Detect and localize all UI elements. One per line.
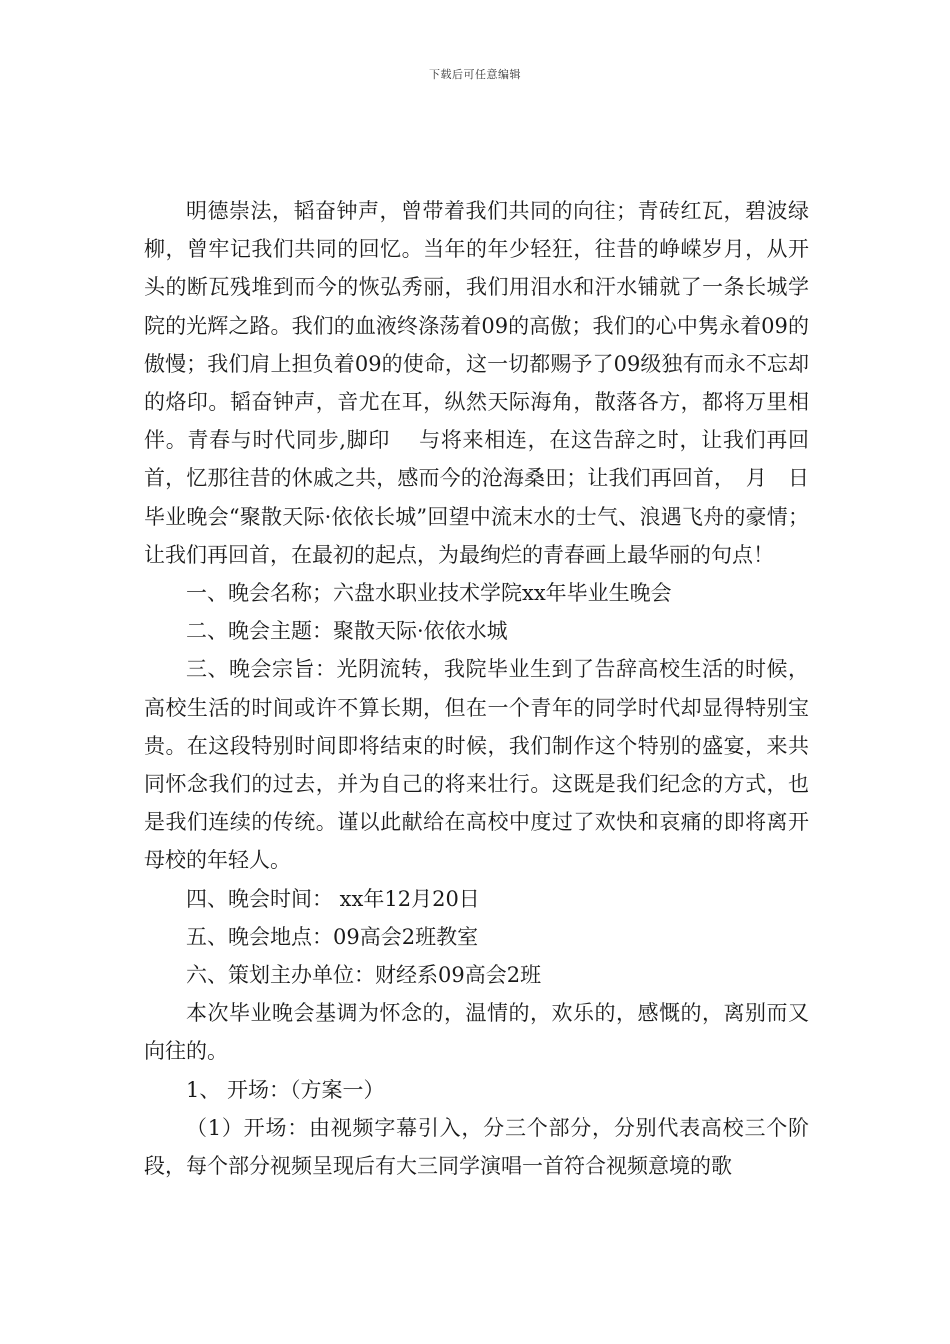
paragraph-event-name: 一、晚会名称；六盘水职业技术学院xx年毕业生晚会 [186, 581, 672, 606]
paragraph-event-time: 四、晚会时间： xx年12月20日 [186, 886, 480, 911]
paragraph-opening-detail: （1）开场：由视频字幕引入，分三个部分，分别代表高校三个阶段，每个部分视频呈现后有大三同学演唱一首符合视频意境的歌 [144, 1115, 809, 1179]
page-header-note: 下载后可任意编辑 [429, 68, 521, 81]
document-body [144, 192, 809, 1185]
paragraph-event-location: 五、晚会地点：09高会2班教室 [186, 924, 479, 949]
paragraph-event-purpose: 三、晚会宗旨：光阴流转，我院毕业生到了告辞高校生活的时候，高校生活的时间或许不算长期，但在一个青年的同学时代却显得特别宝贵。在这段特别时间即将结束的时候，我们制作这个特别的盛宴，来共同怀念我们的过去，并为自己的将来壮行。这既是我们纪念的方式，也是我们连续的传统。谨以此献给在高校中度过了欢快和哀痛的即将离开母校的年轻人。 [144, 657, 809, 873]
paragraph-event-theme: 二、晚会主题：聚散天际·依依水城 [186, 619, 508, 644]
paragraph-intro: 明德崇法，韬奋钟声，曾带着我们共同的向往；青砖红瓦，碧波绿柳，曾牢记我们共同的回忆。当年的年少轻狂，往昔的峥嵘岁月，从开头的断瓦残堆到而今的恢弘秀丽，我们用泪水和汗水铺就了一条长城学院的光辉之路。我们的血液终涤荡着09的高傲；我们的心中隽永着09的傲慢；我们肩上担负着09的使命，这一切都赐予了09级独有而永不忘却的烙印。韬奋钟声，音尤在耳，纵然天际海角，散落各方，都将万里相伴。青春与时代同步,脚印 与将来相连，在这告辞之时，让我们再回首，忆那往昔的休戚之共，感而今的沧海桑田；让我们再回首， 月 日毕业晚会“聚散天际·依依长城”回望中流末水的士气、浪遇飞舟的豪情；让我们再回首，在最初的起点，为最绚烂的青春画上最华丽的句点！ [144, 199, 809, 567]
paragraph-tone: 本次毕业晚会基调为怀念的，温情的，欢乐的，感慨的，离别而又向往的。 [144, 1001, 809, 1064]
paragraph-opening-heading: 1、 开场：（方案一） [186, 1077, 385, 1102]
paragraph-organizer: 六、策划主办单位：财经系09高会2班 [186, 963, 542, 988]
